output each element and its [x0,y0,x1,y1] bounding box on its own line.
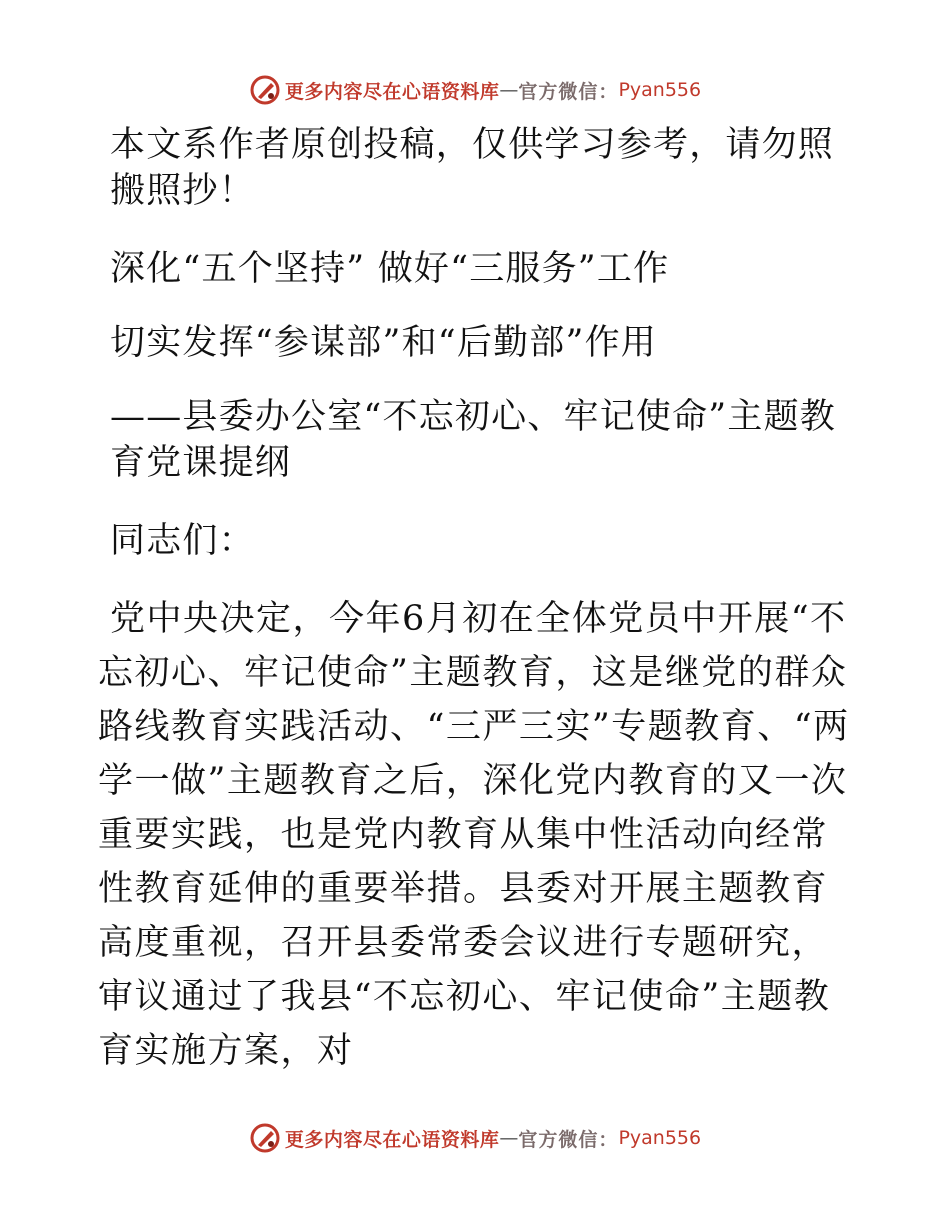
banner-wechat-id: Pyan556 [618,79,702,101]
pen-circle-icon [249,1122,281,1154]
salutation: 同志们： [110,521,255,561]
banner-dash: — [499,1127,519,1149]
banner-wechat-label: 官方微信： [518,80,619,103]
subtitle: ——县委办公室“不忘初心、牢记使命”主题教育党课提纲 [110,397,836,483]
pen-circle-icon [249,74,281,106]
header-banner [0,70,950,110]
body-paragraph [98,592,858,1078]
banner-main-text: 更多内容尽在心语资料库 [284,80,500,103]
body-paragraph-text: 党中央决定，今年6月初在全体党员中开展“不忘初心、牢记使命”主题教育，这是继党的群众路线教育实践活动、“三严三实”专题教育、“两学一做”主题教育之后，深化党内教育的又一次重要实践，也是党内教育从集中性活动向经常性教育延伸的重要举措。县委对开展主题教育高度重视，召开县委常委会议进行专题研究，审议通过了我县“不忘初心、牢记使命”主题教育实施方案，对 [98,599,850,1071]
notice-text: 本文系作者原创投稿，仅供学习参考，请勿照搬照抄！ [110,125,835,211]
banner-main-text: 更多内容尽在心语资料库 [284,1128,500,1151]
title-line-2: 切实发挥“参谋部”和“后勤部”作用 [110,323,657,363]
title-line-1: 深化“五个坚持” 做好“三服务”工作 [110,249,670,289]
banner-wechat-id: Pyan556 [618,1127,702,1149]
document-content [98,122,858,1078]
footer-banner [0,1118,950,1158]
banner-wechat-label: 官方微信： [518,1128,619,1151]
banner-dash: — [499,79,519,101]
